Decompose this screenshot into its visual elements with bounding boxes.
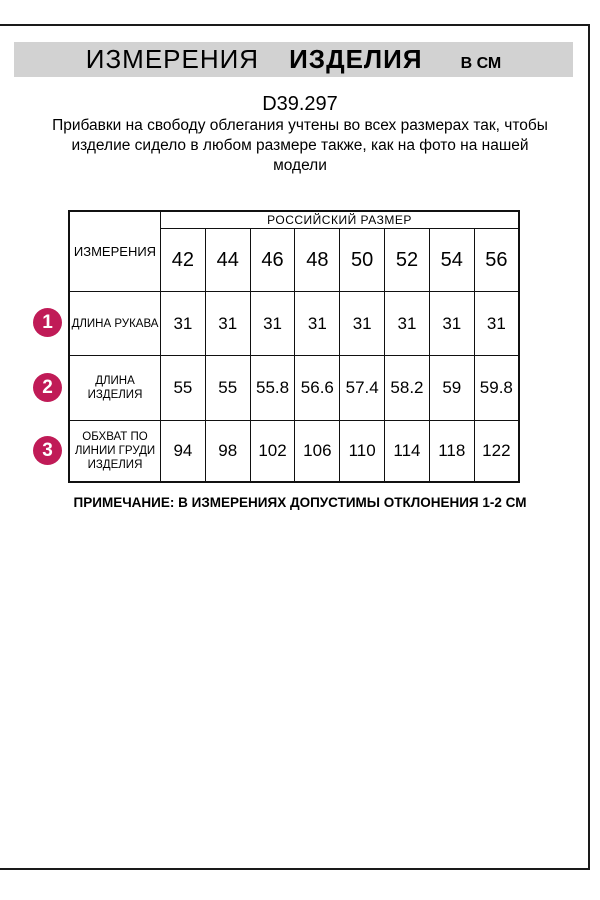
table-cell: 31: [205, 292, 250, 356]
size-header: 44: [205, 229, 250, 292]
table-row: [69, 421, 519, 482]
page-title-measurements: ИЗМЕРЕНИЯ: [85, 44, 260, 74]
table-cell: 102: [250, 421, 295, 482]
size-group-header: РОССИЙСКИЙ РАЗМЕР: [161, 211, 520, 229]
table-cell: 55: [205, 356, 250, 421]
table-row: [69, 211, 519, 229]
size-header: 50: [340, 229, 385, 292]
table-cell: 94: [161, 421, 206, 482]
size-header: 52: [385, 229, 430, 292]
table-cell: 98: [205, 421, 250, 482]
table-cell: 114: [385, 421, 430, 482]
table-cell: 31: [295, 292, 340, 356]
tolerance-note: ПРИМЕЧАНИЕ: В ИЗМЕРЕНИЯХ ДОПУСТИМЫ ОТКЛОНЕНИЯ 1-2 СМ: [73, 495, 527, 510]
table-cell: 59.8: [474, 356, 519, 421]
size-header: 54: [429, 229, 474, 292]
measurement-label: ДЛИНА ИЗДЕЛИЯ: [69, 356, 161, 421]
size-header: 48: [295, 229, 340, 292]
size-header: 46: [250, 229, 295, 292]
table-cell: 57.4: [340, 356, 385, 421]
table-cell: 55: [161, 356, 206, 421]
row-marker-2: 2: [33, 373, 62, 402]
page-title-product: ИЗДЕЛИЯ: [289, 44, 423, 74]
table-cell: 31: [474, 292, 519, 356]
table-cell: 31: [340, 292, 385, 356]
measurements-corner-label: ИЗМЕРЕНИЯ: [69, 211, 161, 292]
measurement-label: ДЛИНА РУКАВА: [69, 292, 161, 356]
measurement-label: ОБХВАТ ПО ЛИНИИ ГРУДИ ИЗДЕЛИЯ: [69, 421, 161, 482]
product-code: D39.297: [262, 93, 338, 115]
table-cell: 106: [295, 421, 340, 482]
row-marker-3: 3: [33, 436, 62, 465]
table-cell: 31: [250, 292, 295, 356]
page-title: [14, 42, 573, 77]
row-marker-1: 1: [33, 308, 62, 337]
table-cell: 110: [340, 421, 385, 482]
table-row: [69, 356, 519, 421]
size-header: 56: [474, 229, 519, 292]
table-cell: 59: [429, 356, 474, 421]
table-cell: 122: [474, 421, 519, 482]
fit-description: Прибавки на свободу облегания учтены во всех размерах так, чтобы изделие сидело в любом размере также, как на фото на нашей модели: [52, 117, 548, 174]
table-cell: 31: [161, 292, 206, 356]
table-cell: 31: [429, 292, 474, 356]
table-cell: 58.2: [385, 356, 430, 421]
size-header: 42: [161, 229, 206, 292]
table-cell: 55.8: [250, 356, 295, 421]
table-cell: 31: [385, 292, 430, 356]
page-title-unit: В СМ: [460, 55, 502, 72]
table-cell: 56.6: [295, 356, 340, 421]
size-table: [68, 210, 520, 483]
table-cell: 118: [429, 421, 474, 482]
table-row: [69, 292, 519, 356]
